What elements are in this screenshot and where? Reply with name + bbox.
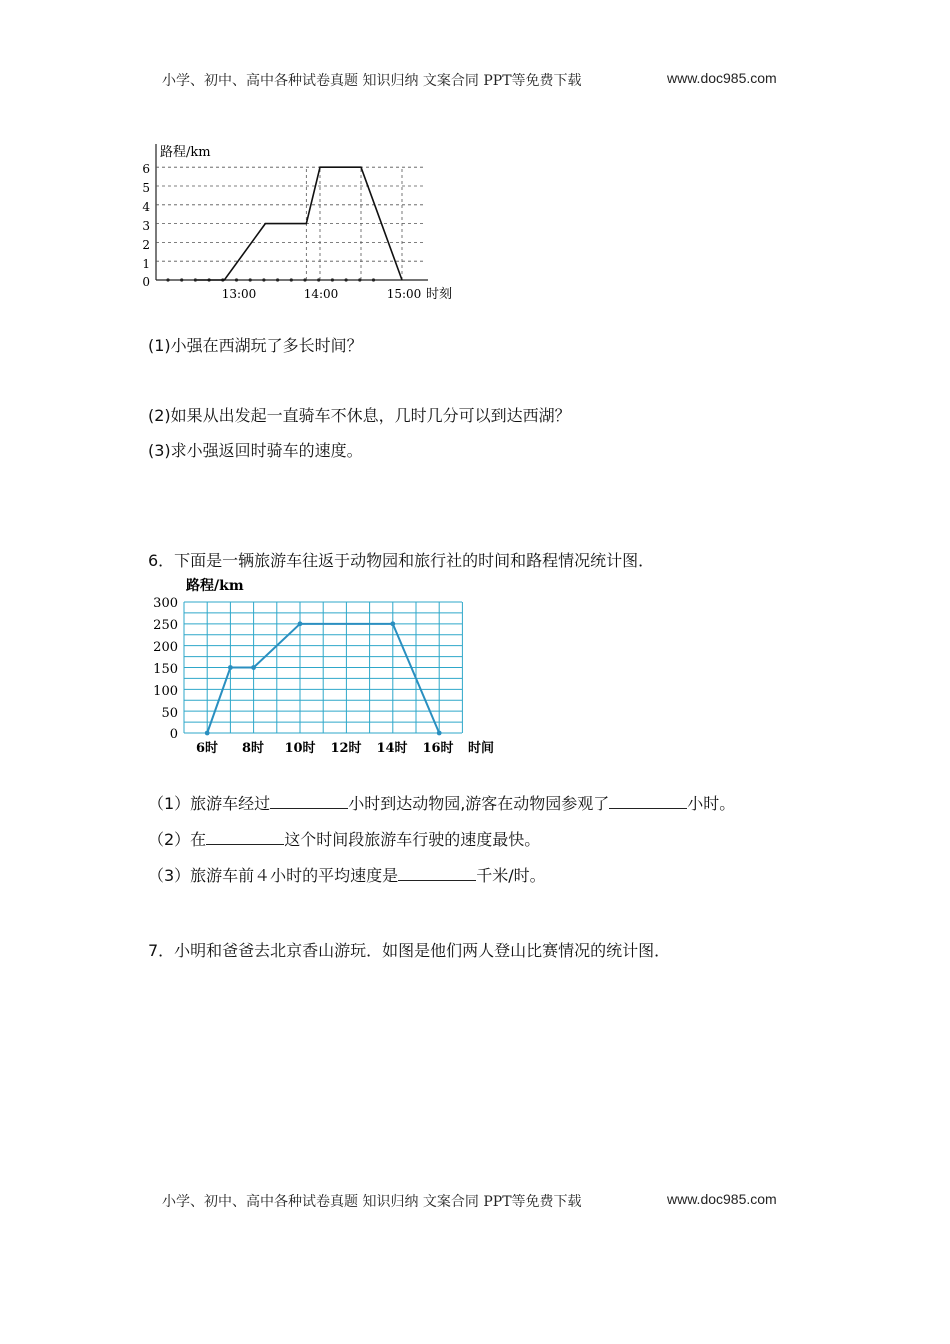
q6-blank-3[interactable] — [206, 830, 284, 845]
chart1-axis-dot — [372, 278, 375, 281]
q6-item-1-part-b: 小时到达动物园,游客在动物园参观了 — [348, 794, 610, 813]
chart2-point — [390, 621, 395, 626]
q5-item-1: (1)小强在西湖玩了多长时间？ — [148, 336, 363, 355]
chart1-y-tick: 4 — [142, 200, 150, 214]
distance-time-chart-2 — [140, 572, 510, 762]
chart1-axis-dot — [249, 278, 252, 281]
chart2-xlabel: 时间 — [468, 741, 495, 756]
chart1-xlabel: 时刻 — [426, 287, 453, 302]
q6-blank-2[interactable] — [609, 794, 687, 809]
chart1-axis-dot — [166, 278, 169, 281]
chart1-axis-dot — [303, 278, 306, 281]
q6-item-2-part-a: （2）在 — [148, 830, 207, 849]
q6-title: 6．下面是一辆旅游车往返于动物园和旅行社的时间和路程情况统计图． — [148, 551, 655, 570]
chart2-point — [205, 731, 210, 736]
chart2-point — [437, 731, 442, 736]
chart1-axis-dot — [358, 278, 361, 281]
chart1-y-tick: 6 — [142, 162, 150, 176]
chart2-point — [251, 665, 256, 670]
page-header — [0, 70, 950, 92]
q6-item-1-part-a: （1）旅游车经过 — [148, 794, 271, 813]
chart2-y-tick: 50 — [161, 706, 178, 721]
chart2-point — [228, 665, 233, 670]
q6-blank-4[interactable] — [398, 866, 476, 881]
chart1-axis-dot — [276, 278, 279, 281]
q6-item-3-part-b: 千米/时。 — [476, 866, 546, 885]
chart2-ylabel: 路程/km — [186, 578, 244, 594]
q6-item-2-part-b: 这个时间段旅游车行驶的速度最快。 — [284, 830, 541, 849]
chart2-x-tick: 6时 — [195, 741, 219, 756]
q6-item-1 — [148, 791, 735, 814]
chart1-y-tick: 3 — [142, 219, 150, 233]
chart1-y-tick: 0 — [142, 275, 150, 289]
chart1-axis-dot — [331, 278, 334, 281]
chart2-point — [298, 621, 303, 626]
chart1-axis-dot — [235, 278, 238, 281]
chart2-x-tick: 10时 — [284, 741, 316, 756]
q5-item-3: (3)求小强返回时骑车的速度。 — [148, 441, 363, 460]
chart1-ylabel: 路程/km — [160, 145, 211, 160]
chart1-axis-dot — [262, 278, 265, 281]
q6-item-2 — [148, 827, 540, 850]
header-text: 小学、初中、高中各种试卷真题 知识归纳 文案合同 PPT等免费下载 — [162, 73, 582, 89]
chart1-series-line — [197, 167, 402, 280]
chart2-x-tick: 14时 — [376, 741, 408, 756]
chart1-x-tick: 14:00 — [303, 287, 339, 301]
q6-item-1-part-c: 小时。 — [687, 794, 736, 813]
chart2-y-tick: 150 — [153, 662, 178, 677]
footer-url[interactable]: www.doc985.com — [667, 1191, 777, 1207]
q6-blank-1[interactable] — [270, 794, 348, 809]
chart1-axis-dot — [345, 278, 348, 281]
footer-text: 小学、初中、高中各种试卷真题 知识归纳 文案合同 PPT等免费下载 — [162, 1194, 582, 1210]
chart1-axis-dot — [317, 278, 320, 281]
q6-item-3 — [148, 863, 546, 886]
distance-time-chart-1 — [140, 140, 470, 310]
chart1-x-tick: 15:00 — [386, 287, 422, 301]
chart2-x-tick: 12时 — [330, 741, 362, 756]
chart1-axis-dot — [290, 278, 293, 281]
q7-title: 7．小明和爸爸去北京香山游玩．如图是他们两人登山比赛情况的统计图． — [148, 941, 671, 960]
chart2-x-tick: 16时 — [422, 741, 454, 756]
header-url[interactable]: www.doc985.com — [667, 70, 777, 86]
chart1-y-ticks — [142, 162, 150, 289]
chart2-x-tick: 8时 — [241, 741, 265, 756]
chart1-grid — [156, 144, 428, 282]
chart1-axis-dot — [194, 278, 197, 281]
chart1-x-tick: 13:00 — [221, 287, 257, 301]
chart1-y-tick: 2 — [142, 238, 150, 252]
chart2-y-tick: 100 — [153, 684, 178, 699]
chart2-y-tick: 300 — [153, 596, 178, 611]
chart1-y-tick: 5 — [142, 181, 150, 195]
chart1-y-tick: 1 — [142, 257, 150, 271]
chart2-y-tick: 250 — [153, 618, 178, 633]
page-footer — [0, 1191, 950, 1213]
q6-item-3-part-a: （3）旅游车前４小时的平均速度是 — [148, 866, 399, 885]
q5-item-2: (2)如果从出发起一直骑车不休息，几时几分可以到达西湖？ — [148, 406, 571, 425]
chart2-grid — [184, 602, 462, 733]
chart2-y-tick: 200 — [153, 640, 178, 655]
chart1-axis-dot — [180, 278, 183, 281]
chart2-y-tick: 0 — [169, 727, 178, 742]
